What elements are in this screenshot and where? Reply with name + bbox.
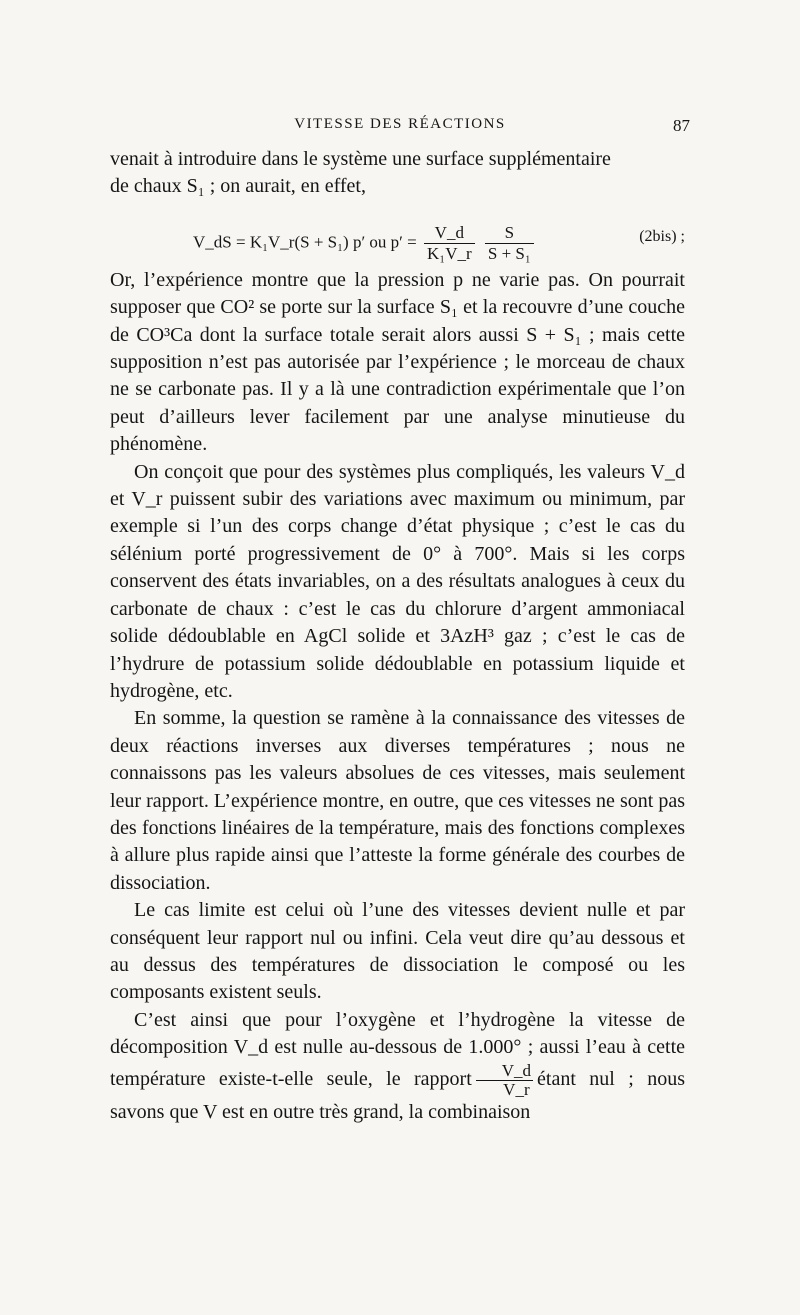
paragraph-1-line-1: venait à introduire dans le système une surface supplémentaire: [110, 148, 611, 170]
paragraph-6-end: étant nul ; nous savons que V est en outre très grand, la combinaison: [110, 1067, 685, 1123]
equation-2bis: [110, 201, 685, 267]
running-title: VITESSE DES RÉACTIONS: [294, 116, 506, 132]
ratio-vd-vr: [476, 1062, 533, 1099]
paragraph-4: En somme, la question se ramène à la connaissance des vitesses de deux réactions inverses aux diverses températures ; nous ne connaissons pas les valeurs absolues de ces vitesses, mais seulement leur rapport. L’expérience montre, en outre, que ces vitesses ne sont pas des fonctions linéaires de la température, mais des fonctions complexes à allure plus rapide ainsi que l’atteste la forme générale des courbes de dissociation.: [110, 707, 685, 894]
paragraph-5: Le cas limite est celui où l’une des vitesses devient nulle et par conséquent leur rapport nul ou infini. Cela veut dire qu’au dessous et au dessus des températures de dissociation le composé ou les composants existent seuls.: [110, 899, 685, 1004]
paragraph-3: On conçoit que pour des systèmes plus compliqués, les valeurs V_d et V_r puissent subir des variations avec maximum ou minimum, par exemple si l’un des corps change d’état physique ; c’est le cas du sélénium porté progressivement de 0° à 700°. Mais si les corps conservent des états invariables, on a des résultats analogues à ceux du carbonate de chaux : c’est le cas du chlorure d’argent ammoniacal solide dédoublable en AgCl solide et 3AzH³ gaz ; c’est le cas de l’hydrure de potassium solide dédoublable en potassium liquide et hydrogène, etc.: [110, 460, 685, 702]
fraction-1-denominator: K₁V_r: [426, 243, 472, 263]
fraction-2-denominator: S + S₁: [487, 243, 531, 263]
ratio-denominator: V_r: [503, 1079, 530, 1099]
fraction-2-numerator: S: [485, 223, 534, 244]
equation-body: [193, 223, 537, 264]
page-header: [110, 116, 690, 140]
equation-number: (2bis) ;: [639, 227, 685, 245]
body-text: [110, 146, 685, 1126]
paragraph-6: [110, 1007, 685, 1126]
equation-lhs: V_dS = K₁V_r(S + S₁) p′ ou p′ =: [193, 232, 417, 252]
paragraph-6-start: C’est ainsi que pour l’oxygène et l’hydrogène la vitesse de décomposition V_d est nulle au-dessous de 1.000° ; aussi l’eau à cette température existe-t-elle seule, le rapport: [110, 1008, 685, 1090]
paragraph-1-line-2: de chaux S₁ ; on aurait, en effet,: [110, 175, 366, 198]
paragraph-2: Or, l’expérience montre que la pression p ne varie pas. On pourrait supposer que CO² se porte sur la surface S₁ et la recouvre d’une couche de CO³Ca dont la surface totale serait alors aussi S + S₁ ; mais cette supposition n’est pas autorisée par l’expérience ; le morceau de chaux ne se carbonate pas. Il y a là une contradiction expérimentale que l’on peut d’ailleurs lever facilement par une analyse minutieuse du phénomène.: [110, 268, 685, 456]
equation-fraction-2: [485, 223, 534, 264]
equation-fraction-1: [424, 223, 475, 264]
ratio-numerator: V_d: [476, 1062, 533, 1081]
fraction-1-numerator: V_d: [424, 223, 475, 244]
page-number: 87: [673, 116, 690, 135]
